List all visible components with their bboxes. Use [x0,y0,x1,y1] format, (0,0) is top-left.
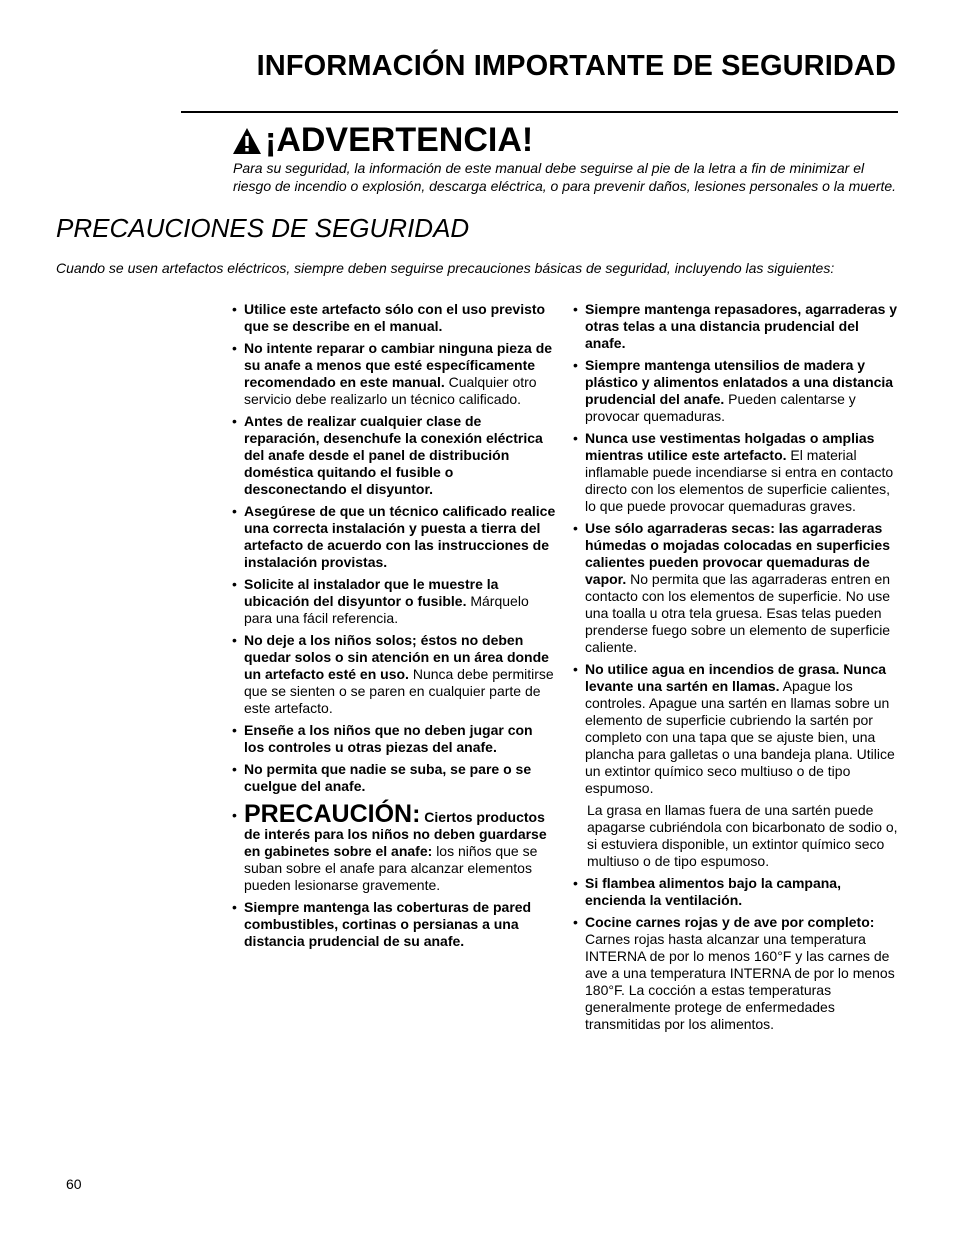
right-column [573,301,901,1038]
list-item: • No utilice agua en incendios de grasa. Nunca levante una sartén en llamas. Apague los controles. Apague una sartén en llamas sobre un elemento de superficie cubriendo la sartén por completo con una tapa que se ajuste bien, una plancha para galletas o una bandeja plana. Utilice un extintor químico seco multiuso o de tipo espumoso. [573,661,895,796]
page-title: INFORMACIÓN IMPORTANTE DE SEGURIDAD [256,50,896,82]
warning-title: ¡ADVERTENCIA! [265,121,534,159]
warning-text: Para su seguridad, la información de este manual debe seguirse al pie de la letra a fin de minimizar el riesgo de incendio o explosión, descarga eléctrica, o para prevenir daños, lesiones personales o la muerte. [233,160,897,194]
section-intro: Cuando se usen artefactos eléctricos, siempre deben seguirse precauciones básicas de seguridad, incluyendo las siguientes: [56,260,835,276]
list-item: • Antes de realizar cualquier clase de reparación, desenchufe la conexión eléctrica del anafe desde el panel de distribución doméstica quitando el fusible o desconectando el disyuntor. [232,413,543,497]
page-number: 60 [66,1176,82,1192]
list-item: • Siempre mantenga repasadores, agarraderas y otras telas a una distancia prudencial del anafe. [573,301,898,351]
caution-label: PRECAUCIÓN: [244,800,421,828]
list-item: • Nunca use vestimentas holgadas o amplias mientras utilice este artefacto. El material inflamable puede incendiarse si entra en contacto directo con los elementos de superficie calientes, lo que puede provocar quemaduras graves. [573,430,894,514]
list-item: • Cocine carnes rojas y de ave por completo: Carnes rojas hasta alcanzar una temperatura INTERNA de por lo menos 160°F y las carnes de ave a una temperatura INTERNA de por lo menos 180°F. La cocción a estas temperaturas generalmente protege de enfermedades transmitidas por los alimentos. [573,914,895,1032]
list-item: • No deje a los niños solos; éstos no deben quedar solos o sin atención en un área donde un artefacto esté en uso. Nunca debe permitirse que se sienten o se paren en cualquier parte de este artefacto. [232,632,554,716]
list-item: • Solicite al instalador que le muestre la ubicación del disyuntor o fusible. Márquelo para una fácil referencia. [232,576,529,626]
caution-item: • PRECAUCIÓN: Ciertos productos de interés para los niños no deben guardarse en gabinetes sobre el anafe: los niños que se suban sobre el anafe para alcanzar elementos pueden lesionarse gravemente. [232,800,547,893]
header-divider [181,111,898,113]
list-item: • Asegúrese de que un técnico calificado realice una correcta instalación y puesta a tierra del artefacto de acuerdo con las instrucciones de instalación provistas. [232,503,556,570]
list-item: • Siempre mantenga las coberturas de pared combustibles, cortinas o persianas a una distancia prudencial de su anafe. [232,899,532,949]
section-title: PRECAUCIONES DE SEGURIDAD [56,213,470,243]
warning-triangle-icon [232,127,262,155]
left-column [232,301,556,955]
list-item: • Enseñe a los niños que no deben jugar con los controles u otras piezas del anafe. [232,722,533,755]
list-item: • No permita que nadie se suba, se pare o se cuelgue del anafe. [232,761,532,794]
list-item: • Si flambea alimentos bajo la campana, encienda la ventilación. [573,875,841,908]
list-item: • No intente reparar o cambiar ninguna pieza de su anafe a menos que esté específicamente recomendado en este manual. Cualquier otro servicio debe realizarlo un técnico calificado. [232,340,553,407]
list-item: • Siempre mantenga utensilios de madera y plástico y alimentos enlatados a una distancia prudencial del anafe. Pueden calentarse y provocar quemaduras. [573,357,894,424]
list-item: • Use sólo agarraderas secas: las agarraderas húmedas o mojadas colocadas en superficies calientes pueden provocar quemaduras de vapor. No permita que las agarraderas entren en contacto con los elementos de superficie. No use una toalla u otra tela gruesa. Esas telas pueden prenderse fuego sobre un elemento de superficie caliente. [573,520,891,655]
list-item: • Utilice este artefacto sólo con el uso previsto que se describe en el manual. [232,301,546,334]
grease-fire-paragraph: La grasa en llamas fuera de una sartén puede apagarse cubriéndola con bicarbonato de sodio o, si estuviera disponible, un extintor químico seco multiuso o de tipo espumoso. [587,802,898,869]
warning-heading [232,121,533,160]
